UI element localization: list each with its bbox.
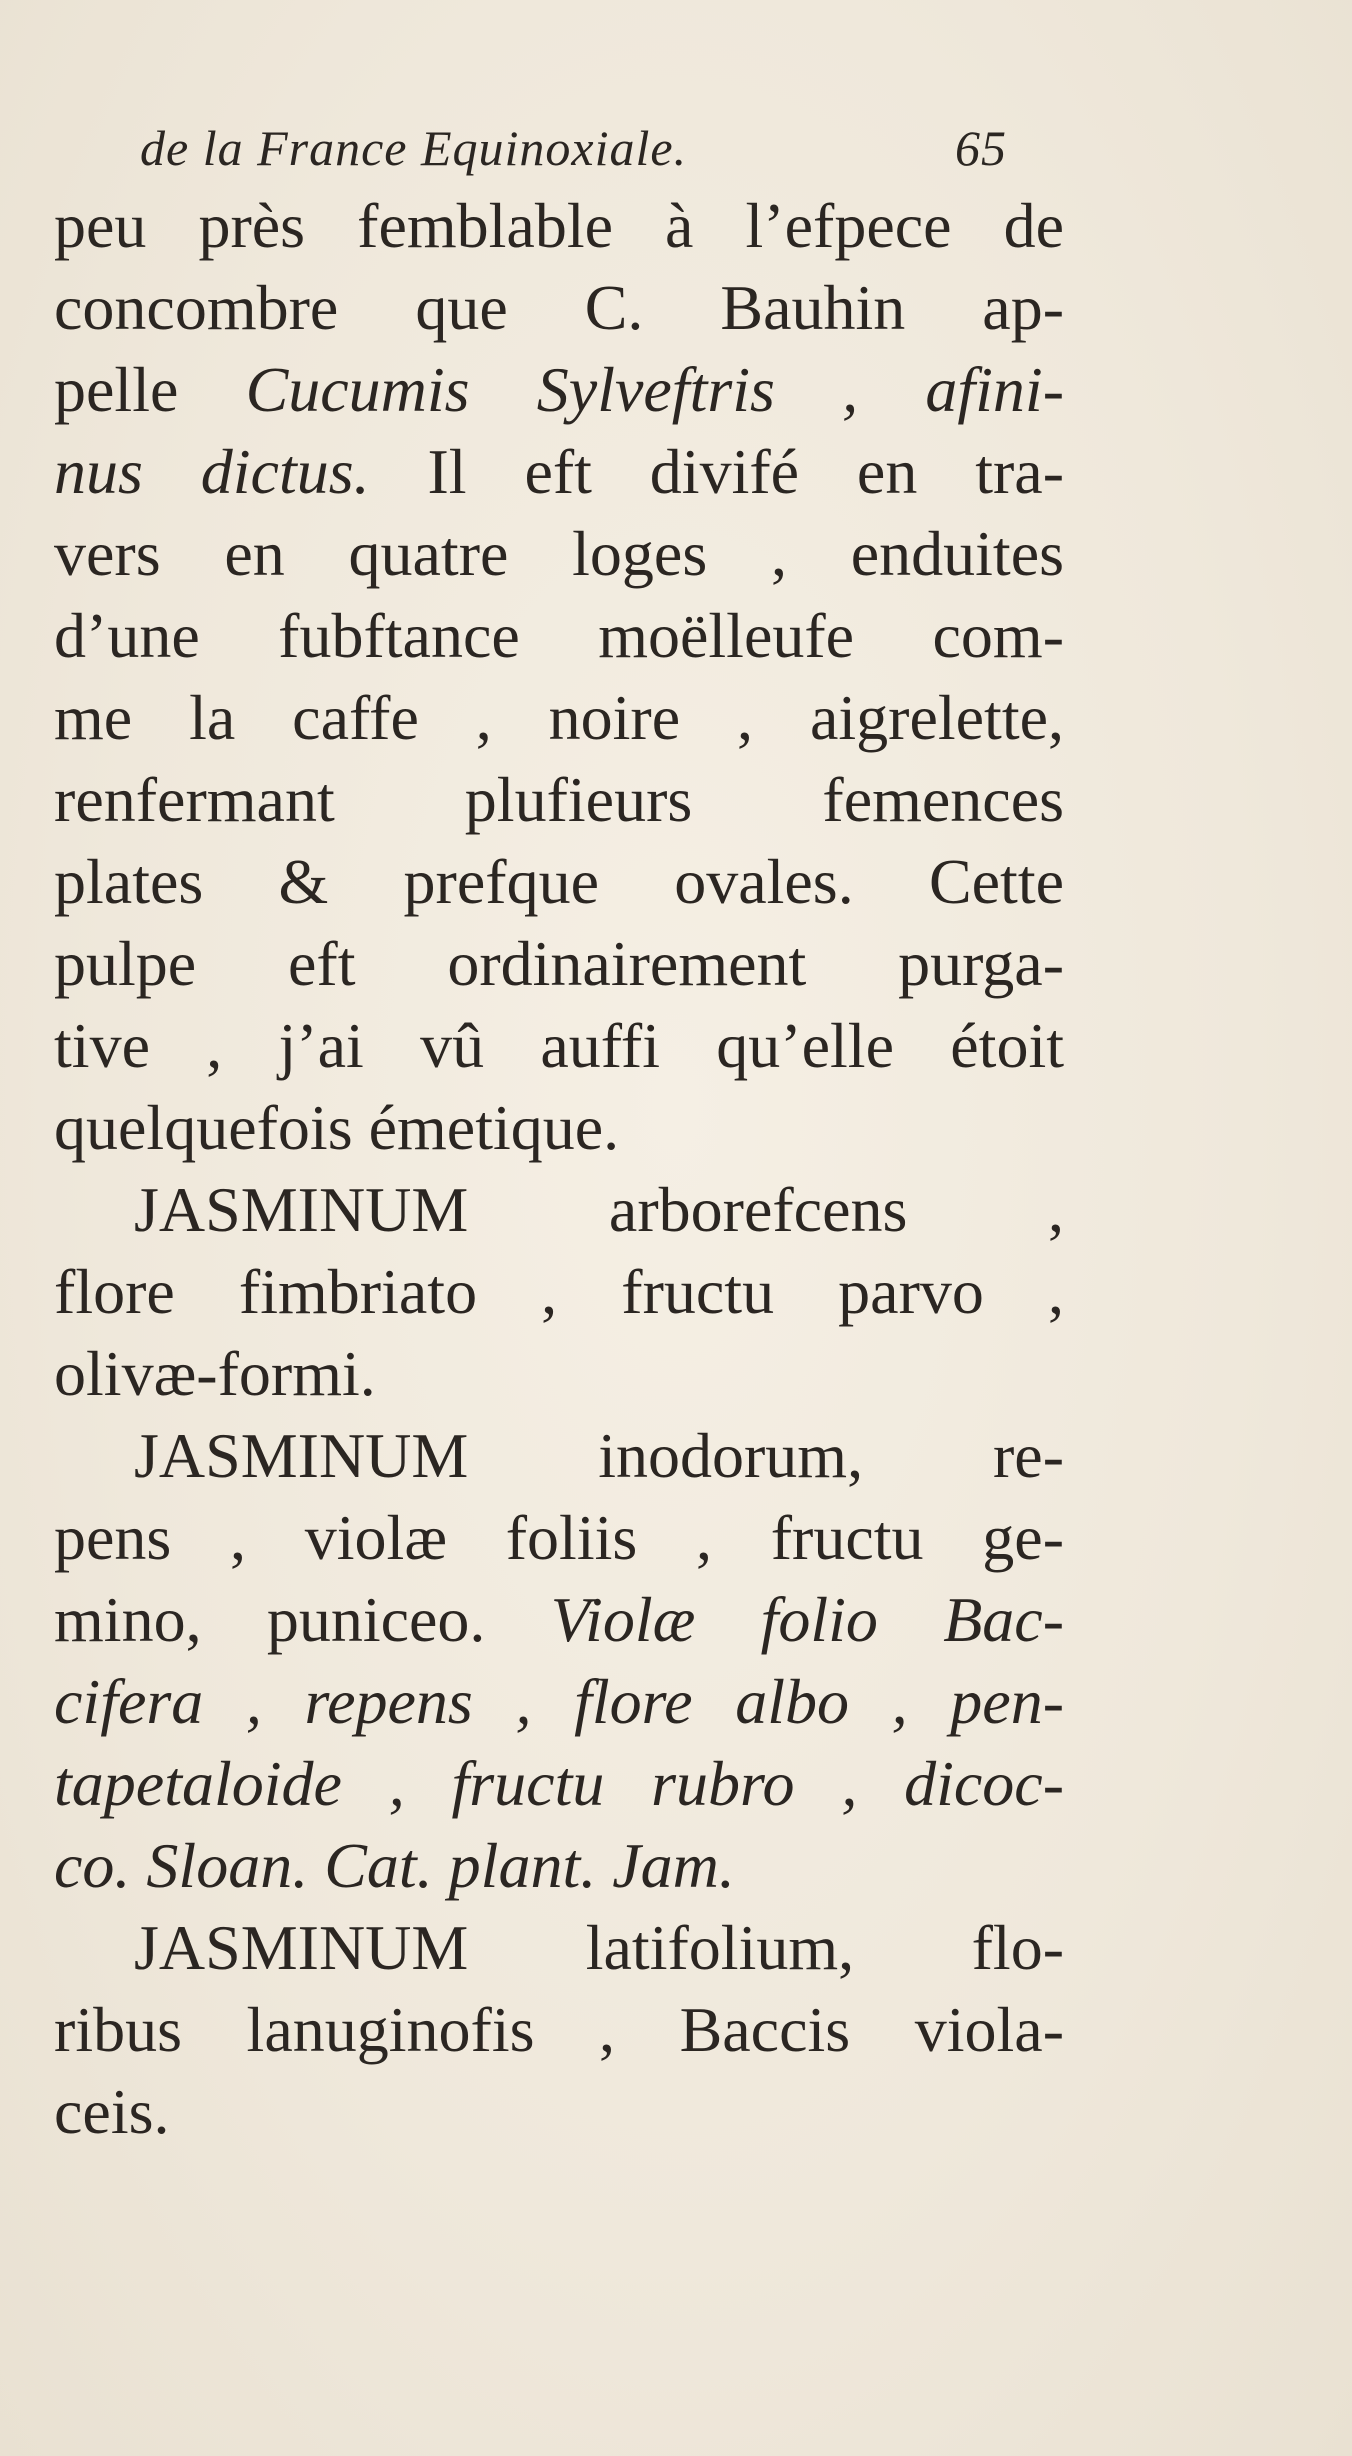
text-line [54,923,1064,1005]
text-line [54,1497,1064,1579]
roman-text: mino, puniceo. [54,1584,551,1655]
text-line [54,1579,1064,1661]
roman-text: JASMINUM latifolium, flo- [134,1912,1064,1983]
roman-text: ribus lanuginofis , Baccis viola- [54,1994,1064,2065]
text-line [54,431,1064,513]
roman-text: olivæ-formi. [54,1338,376,1409]
page-number: 65 [955,120,1007,176]
italic-text: Cucumis Sylveftris , afini- [245,354,1064,425]
running-title: de la France Equinoxiale. [140,120,688,176]
text-line [54,185,1064,267]
roman-text: concombre que C. Bauhin ap- [54,272,1064,343]
text-line [54,759,1064,841]
roman-text: plates & prefque ovales. Cette [54,846,1064,917]
text-line [54,1333,1064,1415]
roman-text: d’une fubftance moëlleufe com- [54,600,1064,671]
text-line [54,1825,1064,1907]
text-line [54,841,1064,923]
text-line [54,1169,1064,1251]
text-line [54,1661,1064,1743]
text-line [54,267,1064,349]
roman-text: Il eft divifé en tra- [369,436,1065,507]
text-line [54,595,1064,677]
text-line [54,1005,1064,1087]
roman-text: ceis. [54,2076,170,2147]
text-line [54,1907,1064,1989]
text-line [54,1989,1064,2071]
roman-text: peu près femblable à l’efpece de [54,190,1064,261]
text-line [54,1415,1064,1497]
roman-text: me la caffe , noire , aigrelette, [54,682,1064,753]
roman-text: tive , j’ai vû auffi qu’elle étoit [54,1010,1064,1081]
text-line [54,1743,1064,1825]
roman-text: vers en quatre loges , enduites [54,518,1064,589]
text-line [54,2071,1064,2153]
roman-text: renfermant plufieurs femences [54,764,1064,835]
text-line [54,349,1064,431]
italic-text: nus dictus. [54,436,370,507]
body-text [54,185,1064,2153]
roman-text: flore fimbriato , fructu parvo , [54,1256,1064,1327]
text-line [54,513,1064,595]
running-head [140,108,1020,188]
roman-text: JASMINUM arborefcens , [134,1174,1064,1245]
italic-text: Violæ folio Bac- [550,1584,1064,1655]
italic-text: cifera , repens , flore albo , pen- [54,1666,1064,1737]
text-line [54,677,1064,759]
text-line [54,1251,1064,1333]
roman-text: pens , violæ foliis , fructu ge- [54,1502,1064,1573]
roman-text: JASMINUM inodorum, re- [134,1420,1064,1491]
italic-text: tapetaloide , fructu rubro , dicoc- [54,1748,1064,1819]
roman-text: quelquefois émetique. [54,1092,620,1163]
italic-text: co. Sloan. Cat. plant. Jam. [54,1830,735,1901]
roman-text: pelle [54,354,246,425]
roman-text: pulpe eft ordinairement purga- [54,928,1064,999]
text-line [54,1087,1064,1169]
